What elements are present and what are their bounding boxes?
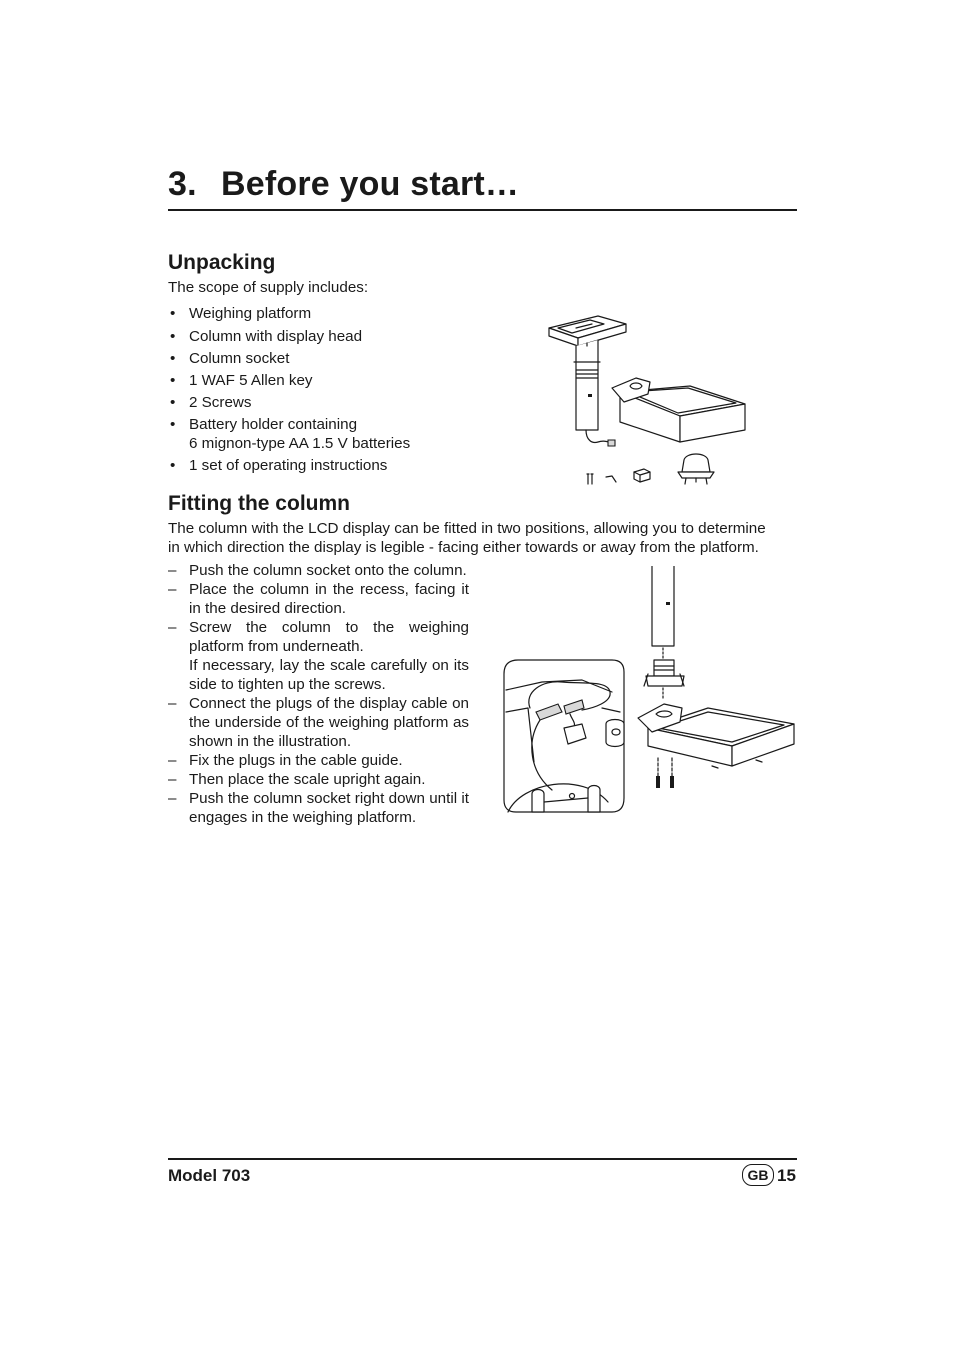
fitting-step-note: If necessary, lay the scale carefully on its side to tighten up the screws.	[189, 657, 469, 693]
supply-item-text: Column with display head	[189, 328, 363, 345]
fitting-step	[168, 770, 469, 789]
bullet-marker: •	[170, 394, 176, 411]
supply-item-text: Weighing platform	[189, 305, 312, 322]
page-number: 15	[777, 1166, 796, 1185]
fitting-step	[168, 751, 469, 770]
footer-divider	[168, 1158, 797, 1160]
fitting-step	[168, 580, 469, 618]
fitting-intro	[168, 519, 797, 557]
dash-marker: –	[168, 581, 177, 598]
dash-marker: –	[168, 619, 177, 636]
supply-item-text: 1 set of operating instructions	[189, 457, 388, 474]
fitting-step-text: Then place the scale upright again.	[189, 771, 426, 788]
fitting-intro-line-2: in which direction the display is legible - facing either towards or away from the platform.	[168, 539, 759, 556]
fitting-step	[168, 789, 469, 827]
fitting-step	[168, 561, 469, 580]
unpacking-heading: Unpacking	[168, 251, 276, 274]
dash-marker: –	[168, 790, 177, 807]
dash-marker: –	[168, 752, 177, 769]
bullet-marker: •	[170, 372, 176, 389]
footer-page-info	[742, 1164, 798, 1188]
unpacking-intro: The scope of supply includes:	[168, 279, 369, 296]
section-title-text: Before you start…	[221, 165, 520, 203]
fitting-illustration	[502, 562, 802, 814]
bullet-marker: •	[170, 416, 176, 433]
fitting-steps-list	[168, 561, 469, 827]
supply-item-text: 6 mignon-type AA 1.5 V batteries	[189, 435, 411, 452]
bullet-marker: •	[170, 457, 176, 474]
fitting-step-text: Fix the plugs in the cable guide.	[189, 752, 403, 769]
bullet-marker: •	[170, 350, 176, 367]
fitting-heading: Fitting the column	[168, 492, 350, 515]
fitting-step-text: Push the column socket onto the column.	[189, 562, 467, 579]
country-badge: GB	[742, 1164, 774, 1186]
title-divider	[168, 209, 797, 211]
fitting-step	[168, 694, 469, 751]
supply-illustration	[540, 312, 755, 492]
bullet-marker: •	[170, 305, 176, 322]
fitting-step-text: Push the column socket right down until it engages in the weighing platform.	[189, 790, 469, 826]
dash-marker: –	[168, 771, 177, 788]
fitting-step-text: Place the column in the recess, facing it in the desired direction.	[189, 581, 469, 617]
supply-item-text: Column socket	[189, 350, 290, 367]
supply-item-text: 2 Screws	[189, 394, 252, 411]
page-title	[168, 165, 519, 204]
fitting-step-text: Connect the plugs of the display cable on the underside of the weighing platform as shown in the illustration.	[189, 695, 469, 750]
footer-model: Model 703	[168, 1166, 251, 1185]
supply-item-text: 1 WAF 5 Allen key	[189, 372, 313, 389]
section-number: 3.	[168, 165, 197, 203]
fitting-intro-line-1: The column with the LCD display can be fitted in two positions, allowing you to determine	[168, 520, 766, 537]
fitting-step	[168, 618, 469, 694]
bullet-marker: •	[170, 328, 176, 345]
supply-item-text: Battery holder containing	[189, 416, 358, 433]
dash-marker: –	[168, 562, 177, 579]
fitting-step-text: Screw the column to the weighing platform from underneath.	[189, 619, 469, 655]
dash-marker: –	[168, 695, 177, 712]
